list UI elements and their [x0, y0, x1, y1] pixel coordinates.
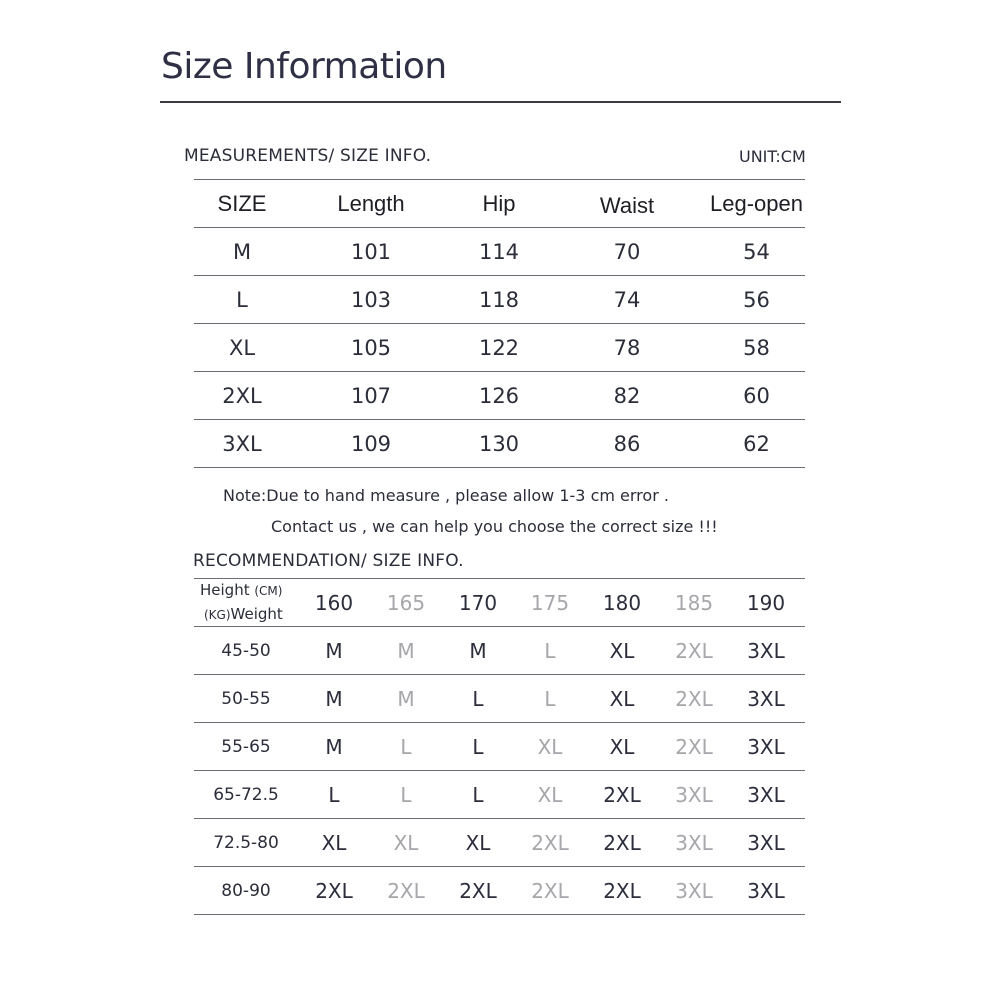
size-cell: 3XL [747, 734, 785, 759]
size-cell: 2XL [675, 686, 713, 711]
recommendation-header-row [194, 579, 805, 627]
size-cell: 2XL [531, 878, 569, 903]
header-hip: Hip [482, 190, 516, 216]
cell-size: M [232, 239, 252, 264]
size-cell: 3XL [747, 782, 785, 807]
cell-size: XL [228, 335, 256, 360]
cell-waist: 82 [613, 383, 641, 408]
size-cell: 3XL [747, 638, 785, 663]
cell-size: L [236, 287, 248, 312]
weight-range-label: 50-55 [221, 688, 271, 709]
cell-waist: 74 [613, 287, 641, 312]
note-contact-us: Contact us , we can help you choose the correct size !!! [271, 517, 718, 536]
header-size: SIZE [217, 190, 267, 216]
height-180: 180 [602, 590, 642, 615]
weight-range-label: 80-90 [221, 880, 271, 901]
height-175: 175 [530, 590, 570, 615]
recommendation-table [194, 578, 805, 915]
weight-range-label: 72.5-80 [213, 832, 279, 853]
size-cell: M [397, 638, 415, 663]
cell-size: 2XL [222, 383, 262, 408]
header-leg-open: Leg-open [710, 190, 803, 216]
size-cell: 2XL [603, 830, 641, 855]
size-cell: M [325, 734, 343, 759]
cell-hip: 130 [478, 431, 520, 456]
size-cell: L [472, 782, 484, 807]
cell-leg-open: 56 [743, 287, 770, 312]
size-cell: 2XL [603, 782, 641, 807]
weight-range-label: 45-50 [221, 640, 271, 661]
size-cell: L [328, 782, 340, 807]
cell-length: 101 [350, 239, 392, 264]
page-title: Size Information [161, 46, 447, 87]
weight-range-label: 55-65 [221, 736, 271, 757]
size-cell: XL [537, 782, 563, 807]
size-cell: M [325, 686, 343, 711]
cell-leg-open: 60 [743, 383, 770, 408]
cell-hip: 122 [478, 335, 520, 360]
height-185: 185 [674, 590, 714, 615]
size-cell: XL [609, 686, 635, 711]
corner-weight-label [204, 605, 283, 623]
size-cell: 2XL [315, 878, 353, 903]
recommendation-section-label: RECOMMENDATION/ SIZE INFO. [193, 551, 464, 571]
recommendation-row [194, 867, 805, 915]
measurements-row [194, 276, 805, 324]
measurements-header-row [194, 180, 805, 228]
cell-length: 103 [350, 287, 392, 312]
measurements-row [194, 372, 805, 420]
cell-length: 109 [350, 431, 392, 456]
recommendation-row [194, 819, 805, 867]
size-cell: XL [609, 638, 635, 663]
header-waist: Waist [599, 192, 655, 218]
size-cell: XL [609, 734, 635, 759]
size-cell: 2XL [603, 878, 641, 903]
cell-hip: 118 [478, 287, 520, 312]
note-measure-error: Note:Due to hand measure , please allow 1-3 cm error . [223, 486, 669, 505]
corner-height-label [200, 581, 282, 599]
size-cell: XL [465, 830, 491, 855]
height-165: 165 [386, 590, 426, 615]
weight-range-label: 65-72.5 [213, 784, 279, 805]
recommendation-row [194, 723, 805, 771]
recommendation-row [194, 627, 805, 675]
size-cell: 2XL [459, 878, 497, 903]
measurements-row [194, 324, 805, 372]
size-cell: L [400, 782, 412, 807]
title-divider [160, 101, 841, 103]
size-cell: 3XL [675, 782, 713, 807]
unit-label: UNIT:CM [739, 147, 806, 166]
size-cell: 2XL [675, 638, 713, 663]
measurements-row [194, 228, 805, 276]
height-170: 170 [458, 590, 498, 615]
size-cell: 3XL [747, 878, 785, 903]
size-cell: L [472, 734, 484, 759]
table-corner-label [194, 579, 298, 626]
cell-leg-open: 62 [743, 431, 770, 456]
recommendation-row [194, 771, 805, 819]
size-cell: L [544, 686, 556, 711]
height-columns [298, 591, 802, 615]
measurements-table [194, 179, 805, 468]
measurements-section-label: MEASUREMENTS/ SIZE INFO. [184, 146, 432, 166]
cell-hip: 126 [478, 383, 520, 408]
size-cell: L [544, 638, 556, 663]
size-cell: 3XL [675, 878, 713, 903]
size-cell: XL [321, 830, 347, 855]
size-cell: M [397, 686, 415, 711]
measurements-row [194, 420, 805, 468]
size-cell: 2XL [675, 734, 713, 759]
cell-hip: 114 [478, 239, 520, 264]
size-cell: XL [537, 734, 563, 759]
size-cell: L [472, 686, 484, 711]
cell-size: 3XL [222, 431, 262, 456]
cell-waist: 86 [613, 431, 641, 456]
size-cell: 3XL [747, 830, 785, 855]
cell-waist: 70 [613, 239, 641, 264]
size-cell: 3XL [675, 830, 713, 855]
size-cell: 2XL [387, 878, 425, 903]
corner-weight-text: Weight [230, 605, 283, 623]
height-190: 190 [746, 590, 786, 615]
recommendation-row [194, 675, 805, 723]
cell-waist: 78 [613, 335, 641, 360]
corner-height-text: Height [200, 581, 250, 599]
cell-leg-open: 58 [743, 335, 770, 360]
height-160: 160 [314, 590, 354, 615]
size-cell: M [325, 638, 343, 663]
size-cell: XL [393, 830, 419, 855]
size-cell: M [469, 638, 487, 663]
cell-length: 105 [350, 335, 392, 360]
header-length: Length [337, 190, 405, 216]
corner-height-unit: (CM) [254, 584, 283, 598]
size-cell: 3XL [747, 686, 785, 711]
corner-weight-unit: (KG) [204, 608, 231, 622]
recommendation-rows [194, 627, 805, 915]
cell-leg-open: 54 [743, 239, 770, 264]
size-cell: L [400, 734, 412, 759]
cell-length: 107 [350, 383, 392, 408]
size-cell: 2XL [531, 830, 569, 855]
